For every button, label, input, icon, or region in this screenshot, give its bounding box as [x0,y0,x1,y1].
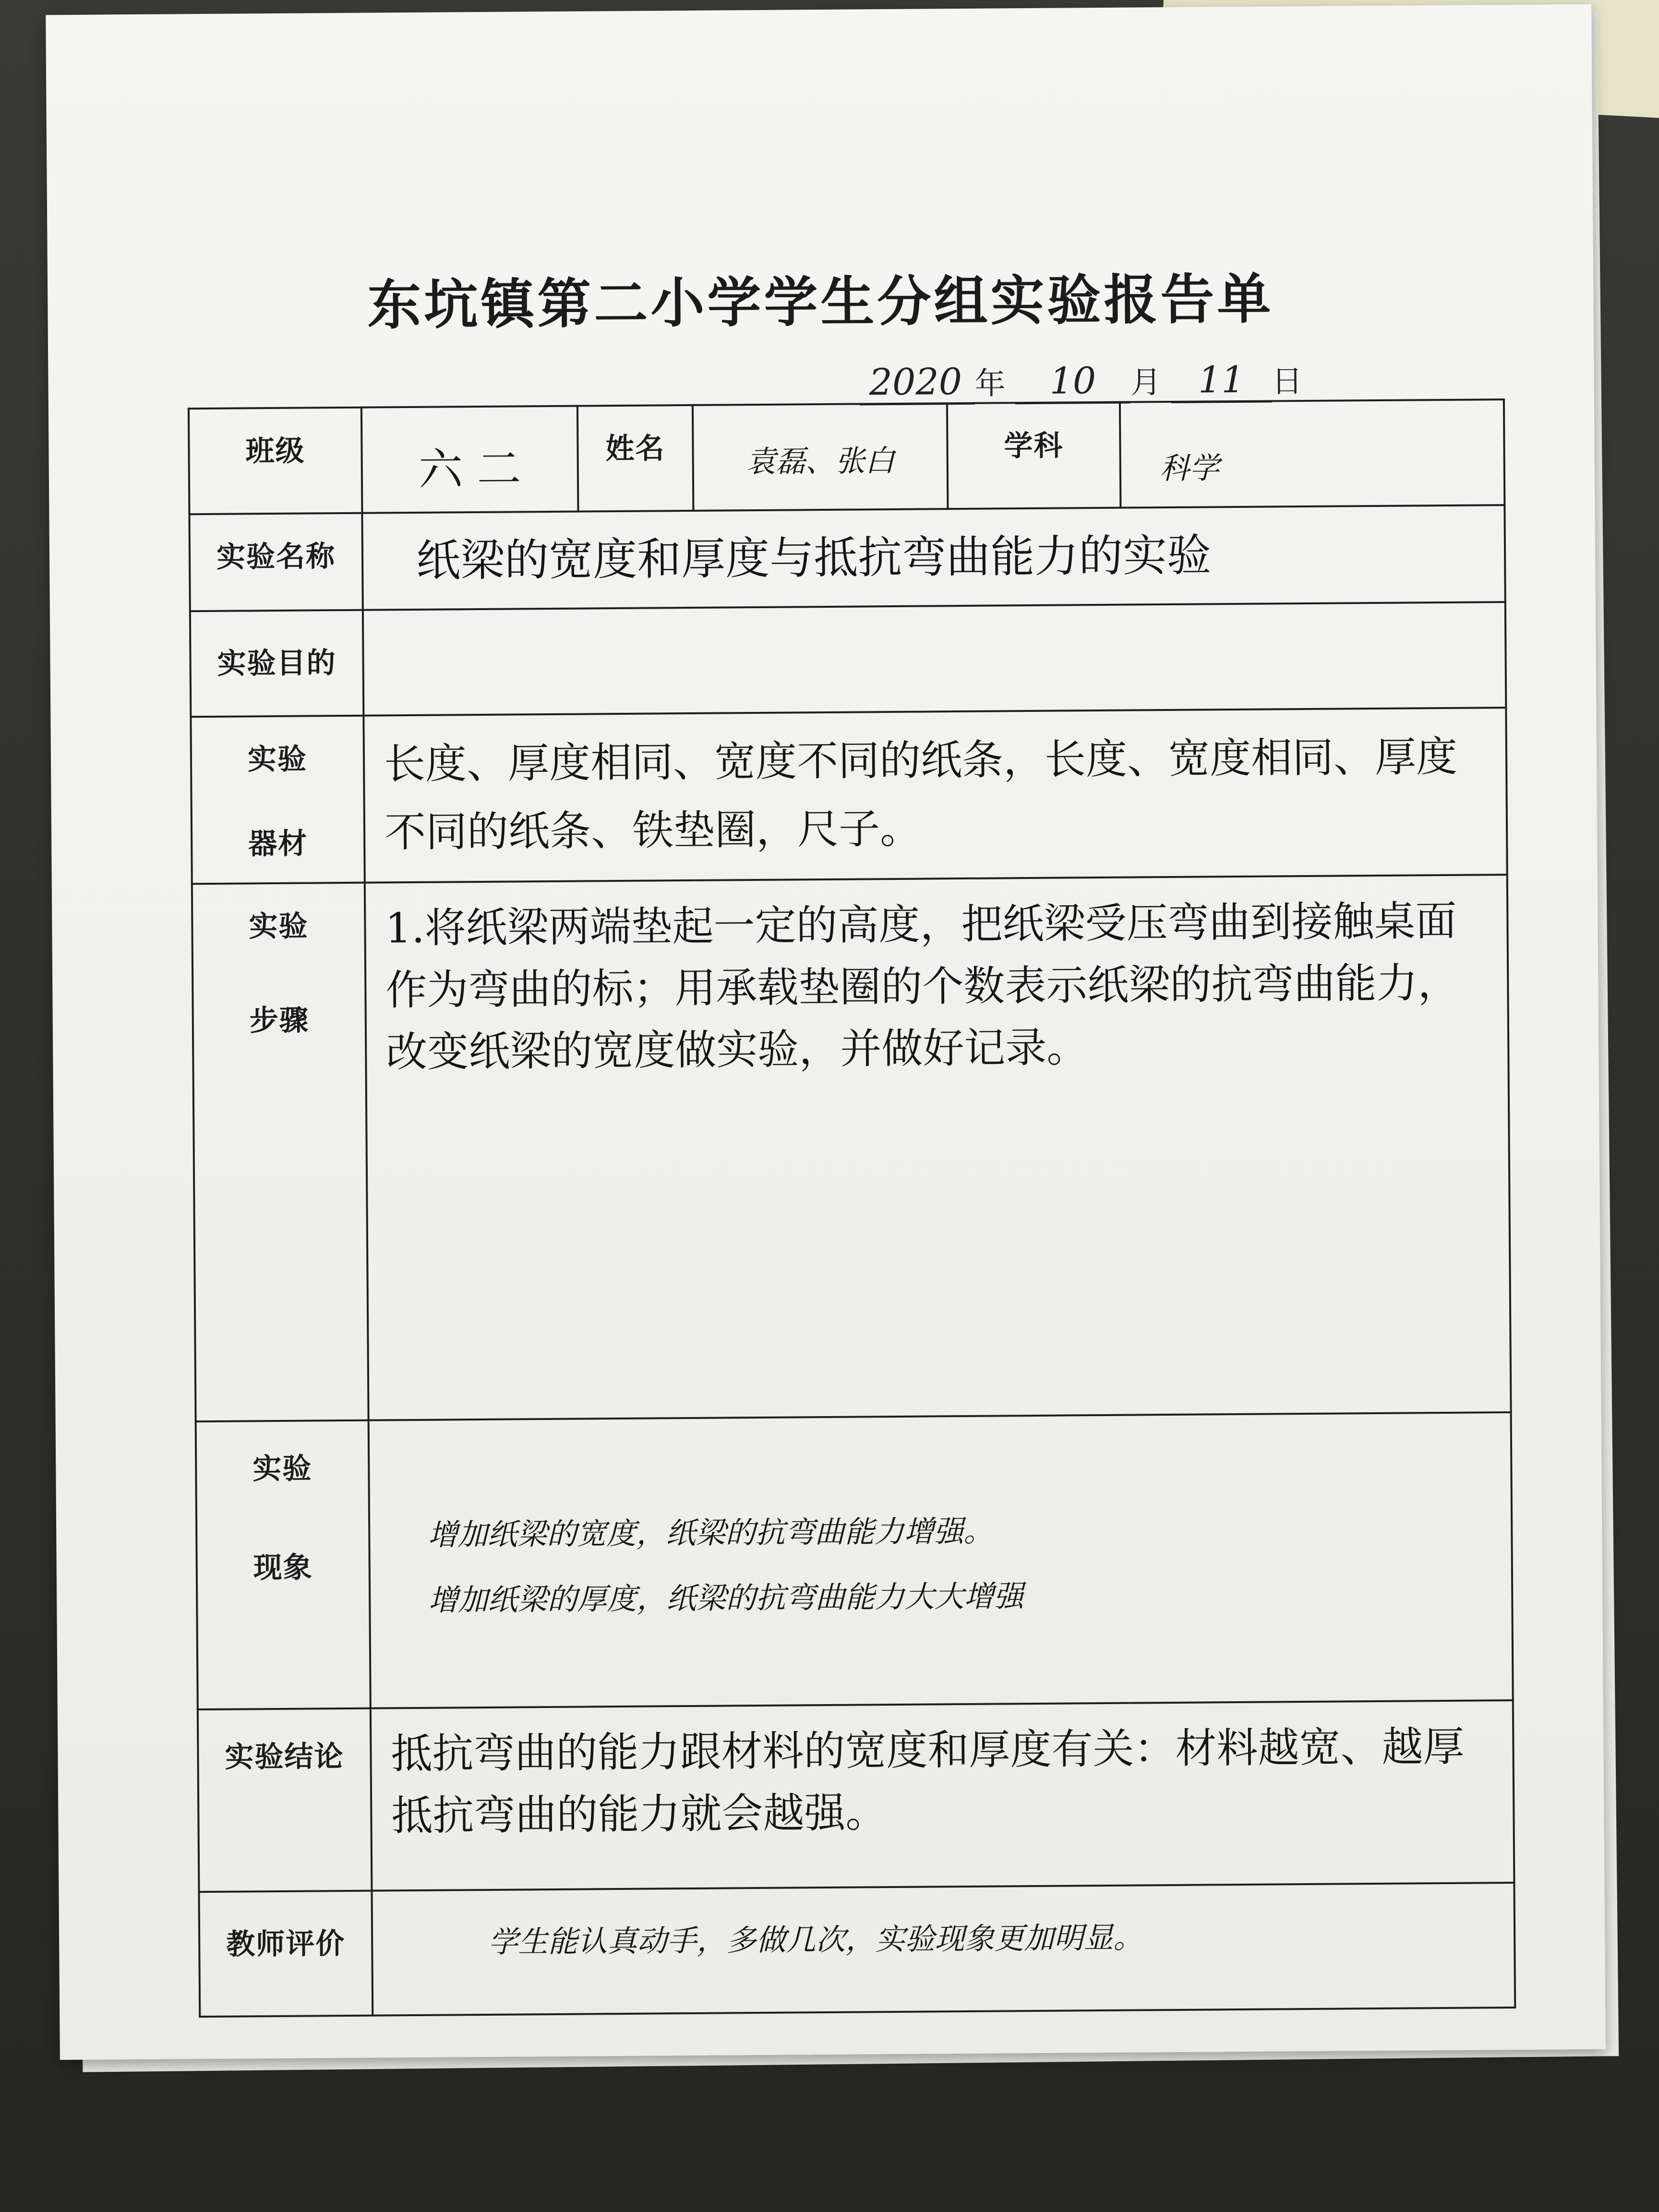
conclusion-label: 实验结论 [198,1708,372,1892]
teacher-label: 教师评价 [199,1890,373,2017]
purpose-value [363,602,1506,716]
name-label: 姓名 [577,405,694,512]
report-sheet [46,4,1606,2060]
class-label: 班级 [189,408,362,515]
phenomena-label [196,1420,371,1709]
date-day: 11 [1171,358,1272,403]
form-title: 东坑镇第二小学学生分组实验报告单 [367,267,1274,337]
steps-value: 1.将纸梁两端垫起一定的高度，把纸梁受压弯曲到接触桌面作为弯曲的标；用承载垫圈的个数表示纸梁的抗弯曲能力，改变纸梁的宽度做实验，并做好记录。 [365,875,1511,1420]
purpose-label: 实验目的 [190,610,364,717]
experiment-name-row [189,505,1505,611]
form-date [859,357,1302,405]
conclusion-value: 抵抗弯曲的能力跟材料的宽度和厚度有关：材料越宽、越厚抵抗弯曲的能力就会越强。 [371,1700,1515,1891]
steps-label [192,882,369,1421]
teacher-row [199,1883,1515,2017]
materials-value: 长度、厚度相同、宽度不同的纸条，长度、宽度相同、厚度不同的纸条、铁垫圈，尺子。 [363,708,1507,882]
experiment-name-label: 实验名称 [189,513,362,612]
subject-label: 学科 [947,402,1121,509]
steps-label-line-1: 实验 [249,909,309,944]
phenomena-value [369,1412,1513,1708]
purpose-row [190,602,1506,717]
phenomena-line-1: 增加纸梁的宽度，纸梁的抗弯曲能力增强。 [428,1513,994,1552]
materials-label-line-2: 器材 [248,827,308,861]
class-value: 六 二 [361,406,578,513]
date-year-unit: 年 [974,366,1006,402]
conclusion-row [198,1700,1515,1892]
subject-value: 科学 [1120,399,1505,508]
materials-row [191,708,1507,884]
phenomena-label-line-2: 现象 [253,1551,313,1585]
date-day-unit: 日 [1271,364,1303,400]
materials-label-line-1: 实验 [247,742,308,777]
teacher-value: 学生能认真动手，多做几次，实验现象更加明显。 [372,1883,1515,2016]
info-row [189,399,1504,514]
phenomena-row [196,1412,1513,1709]
date-year: 2020 [859,360,975,406]
report-table [188,398,1516,2018]
date-month: 10 [1015,359,1131,405]
date-month-unit: 月 [1130,365,1162,401]
steps-row [192,875,1511,1421]
phenomena-label-line-1: 实验 [252,1452,313,1486]
materials-label [191,716,364,884]
phenomena-line-2: 增加纸梁的厚度，纸梁的抗弯曲能力大大增强 [428,1578,1024,1618]
experiment-name-value: 纸梁的宽度和厚度与抵抗弯曲能力的实验 [362,505,1505,610]
steps-label-line-2: 步骤 [249,1003,310,1038]
name-value: 袁磊、张白 [693,403,948,511]
